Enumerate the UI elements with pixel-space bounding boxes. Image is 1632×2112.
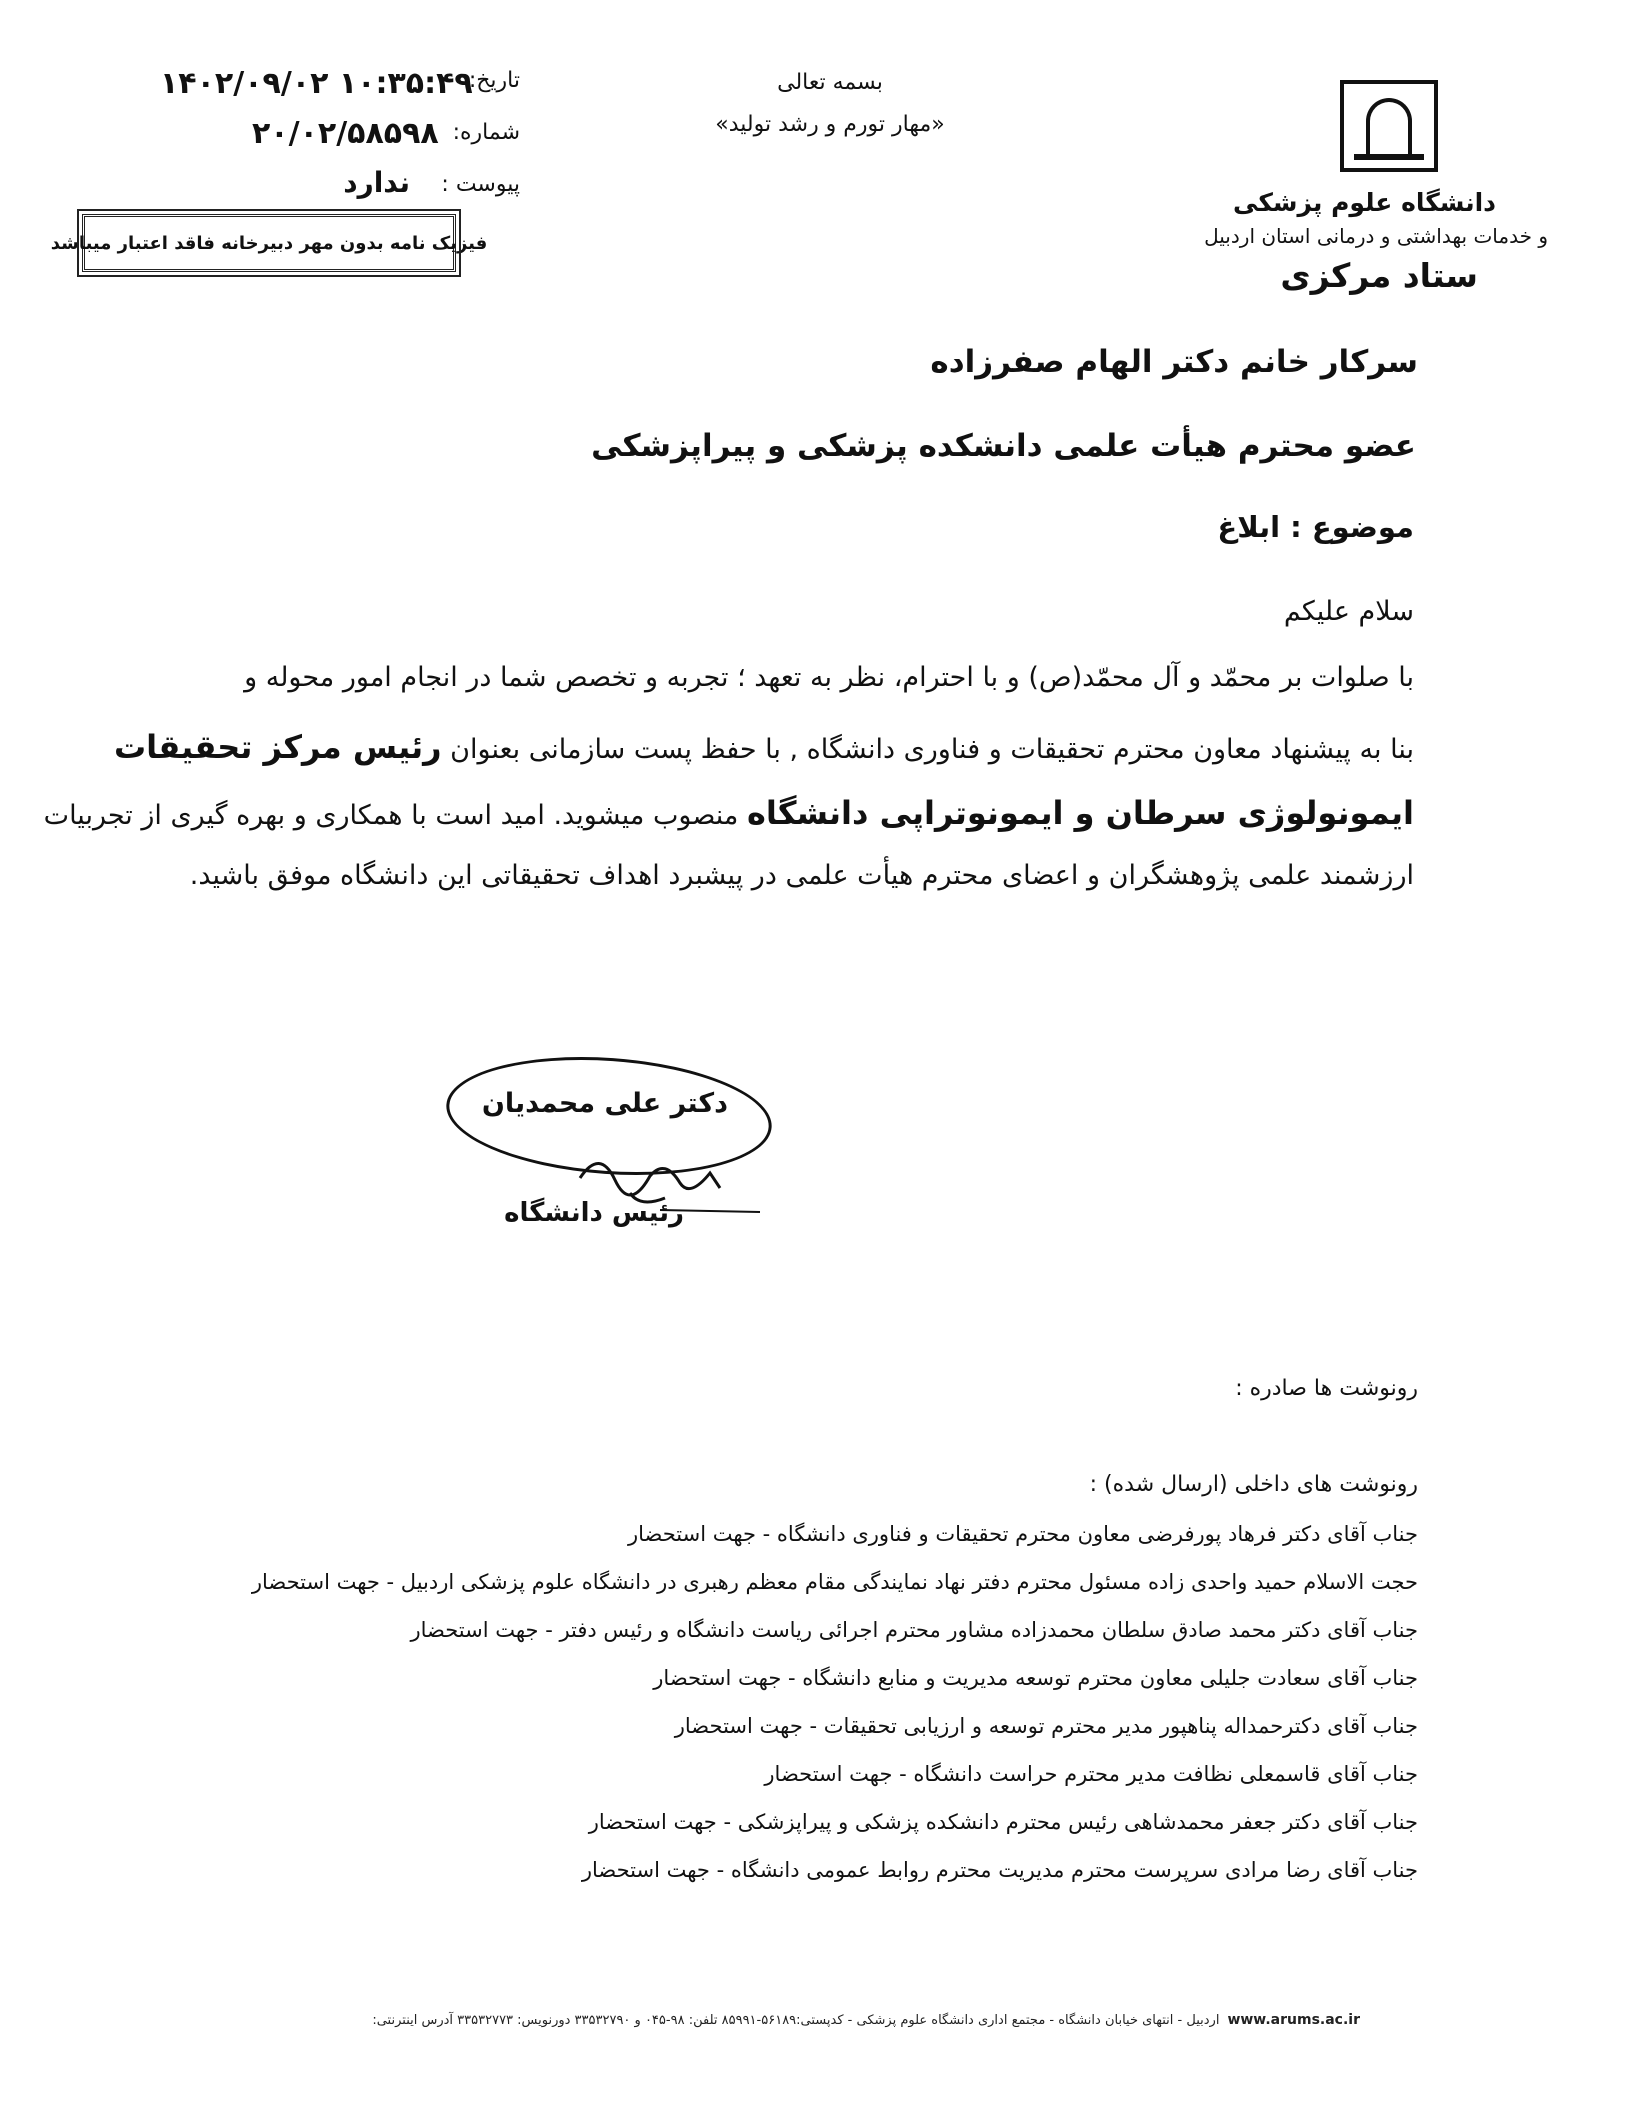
university-name: دانشگاه علوم پزشکی (1233, 188, 1496, 217)
number-value: ۲۰/۰۲/۵۸۵۹۸ (252, 116, 439, 151)
body-line-2-text: بنا به پیشنهاد معاون محترم تحقیقات و فناوری دانشگاه , با حفظ پست سازمانی بعنوان (441, 734, 1414, 765)
footer (300, 2012, 1360, 2028)
cc-item: جناب آقای دکتر محمد صادق سلطان محمدزاده مشاور محترم اجرائی ریاست دانشگاه و رئیس دفتر - جهت استحضار (410, 1618, 1418, 1642)
body-line-1: با صلوات بر محمّد و آل محمّد(ص) و با احترام، نظر به تعهد ؛ تجربه و تخصص شما در انجام امور محوله و (244, 662, 1414, 693)
attachment-value: ندارد (343, 166, 410, 199)
attachment-label: پیوست : (441, 172, 520, 197)
body-line-2-bold: رئیس مرکز تحقیقات (113, 728, 442, 766)
footer-address: اردبیل - انتهای خیابان دانشگاه - مجتمع اداری دانشگاه علوم پزشکی - کدپستی:۵۶۱۸۹-۸۵۹۹۱ تلفن: ۹۸-۰۴۵ و ۳۳۵۳۲۷۹۰ دورنویس: ۳۳۵۳۲۷۷۳ آدرس اینترنتی: (372, 2012, 1220, 2028)
body-line-4: ارزشمند علمی پژوهشگران و اعضای محترم هیأت علمی در پیشبرد اهداف تحقیقاتی این دانشگاه موفق باشید. (189, 860, 1414, 891)
cc-item: حجت الاسلام حمید واحدی زاده مسئول محترم دفتر نهاد نمایندگی مقام معظم رهبری در دانشگاه علوم پزشکی اردبیل - جهت استحضار (251, 1570, 1418, 1594)
department-name: ستاد مرکزی (1280, 256, 1478, 295)
body-line-3-text: منصوب میشوید. امید است با همکاری و بهره گیری از تجربیات (43, 800, 747, 831)
cc-issued-heading: رونوشت ها صادره : (1235, 1376, 1418, 1401)
date-value: ۱۴۰۲/۰۹/۰۲ ۱۰:۳۵:۴۹ (160, 66, 473, 101)
cc-item: جناب آقای سعادت جلیلی معاون محترم توسعه مدیریت و منابع دانشگاه - جهت استحضار (653, 1666, 1418, 1690)
stamp-notice-text: فیزیک نامه بدون مهر دبیرخانه فاقد اعتبار میباشد (50, 232, 488, 254)
university-logo-icon (1340, 80, 1438, 172)
signatory-title: رئیس دانشگاه (504, 1198, 684, 1228)
body-line-3 (44, 794, 1414, 832)
year-slogan: «مهار تورم و رشد تولید» (715, 112, 945, 137)
addressee-title: عضو محترم هیأت علمی دانشکده پزشکی و پیراپزشکی (591, 428, 1416, 464)
cc-item: جناب آقای دکتر فرهاد پورفرضی معاون محترم تحقیقات و فناوری دانشگاه - جهت استحضار (627, 1522, 1418, 1546)
body-line-3-bold: ایمونولوژی سرطان و ایمونوتراپی دانشگاه (746, 794, 1414, 832)
date-label: تاریخ: (468, 68, 520, 93)
cc-item: جناب آقای دکترحمداله پناهپور مدیر محترم توسعه و ارزیابی تحقیقات - جهت استحضار (674, 1714, 1418, 1738)
cc-internal-heading: رونوشت های داخلی (ارسال شده) : (1089, 1472, 1418, 1497)
basmala: بسمه تعالی (777, 70, 883, 95)
cc-item: جناب آقای رضا مرادی سرپرست محترم مدیریت محترم روابط عمومی دانشگاه - جهت استحضار (581, 1858, 1418, 1882)
cc-item: جناب آقای دکتر جعفر محمدشاهی رئیس محترم دانشکده پزشکی و پیراپزشکی - جهت استحضار (588, 1810, 1418, 1834)
addressee-name: سرکار خانم دکتر الهام صفرزاده (930, 344, 1418, 380)
letter-subject: موضوع : ابلاغ (1217, 510, 1414, 544)
signatory-name: دکتر علی محمدیان (481, 1088, 728, 1119)
signature-block (420, 1058, 780, 1258)
university-logo-block (1088, 80, 1548, 310)
number-label: شماره: (452, 120, 520, 145)
greeting: سلام علیکم (1283, 596, 1414, 627)
cc-item: جناب آقای قاسمعلی نظافت مدیر محترم حراست دانشگاه - جهت استحضار (764, 1762, 1418, 1786)
stamp-notice (50, 214, 488, 272)
university-subtitle: و خدمات بهداشتی و درمانی استان اردبیل (1204, 224, 1548, 248)
footer-website[interactable]: www.arums.ac.ir (1227, 2012, 1360, 2028)
body-line-2 (114, 728, 1414, 766)
